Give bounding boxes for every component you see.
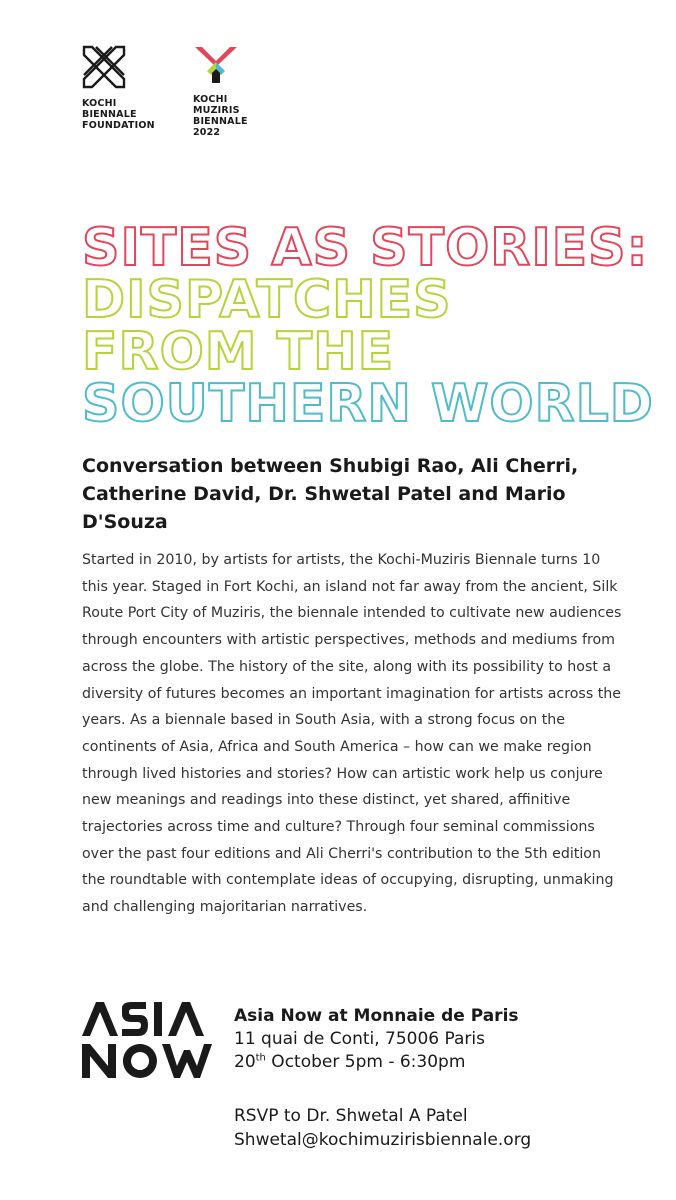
- venue-info: [234, 1005, 654, 1074]
- date-day: 20: [234, 1052, 256, 1072]
- rsvp-block: [234, 1104, 654, 1152]
- kochi-muziris-biennale-logo: [193, 45, 283, 138]
- rsvp-email-link[interactable]: Shwetal@kochimuzirisbiennale.org: [234, 1130, 532, 1150]
- event-description: Started in 2010, by artists for artists, the Kochi-Muziris Biennale turns 10 this year. Staged in Fort Kochi, an island not far away from the ancient, Silk Route Port City of Muziris, the biennale intended to cultivate new audiences through encounters with artistic perspectives, methods and mediums from across the globe. The history of the site, along with its possibility to host a diversity of futures becomes an important imagination for artists across the years. As a biennale based in South Asia, with a strong focus on the continents of Asia, Africa and South America – how can we make region through lived histories and stories? How can artistic work help us conjure new meanings and readings into these distinct, yet shared, affinitive trajectories across time and culture? Through four seminal commissions over the past four editions and Ali Cherri's contribution to the 5th edition the roundtable with contemplate ideas of occupying, disrupting, unmaking and challenging majoritarian narratives.: [82, 552, 622, 916]
- title-line-1: SITES AS STORIES:: [82, 218, 649, 278]
- kmb-x-mark-icon: [193, 45, 239, 85]
- title-line-4: SOUTHERN WORLD: [82, 374, 654, 434]
- conversation-subtitle: Conversation between Shubigi Rao, Ali Cherri, Catherine David, Dr. Shwetal Patel and Mario D'Souza: [82, 455, 579, 533]
- venue-address: 11 quai de Conti, 75006 Paris: [234, 1029, 485, 1049]
- kbf-x-mark-icon: [82, 45, 126, 89]
- title-line-2: DISPATCHES: [82, 270, 452, 330]
- rsvp-label: RSVP to Dr. Shwetal A Patel: [234, 1106, 468, 1126]
- kmb-logo-text: KOCHI MUZIRIS BIENNALE 2022: [193, 94, 248, 138]
- event-title: [82, 218, 654, 434]
- date-rest: October 5pm - 6:30pm: [265, 1052, 466, 1072]
- event-date: [234, 1051, 654, 1074]
- kochi-biennale-foundation-logo: [82, 45, 182, 131]
- asia-now-logo-icon: [82, 1000, 218, 1080]
- title-line-3: FROM THE: [82, 322, 395, 382]
- kbf-logo-text: KOCHI BIENNALE FOUNDATION: [82, 98, 155, 131]
- venue-name: Asia Now at Monnaie de Paris: [234, 1006, 519, 1026]
- date-suffix: th: [255, 1052, 266, 1064]
